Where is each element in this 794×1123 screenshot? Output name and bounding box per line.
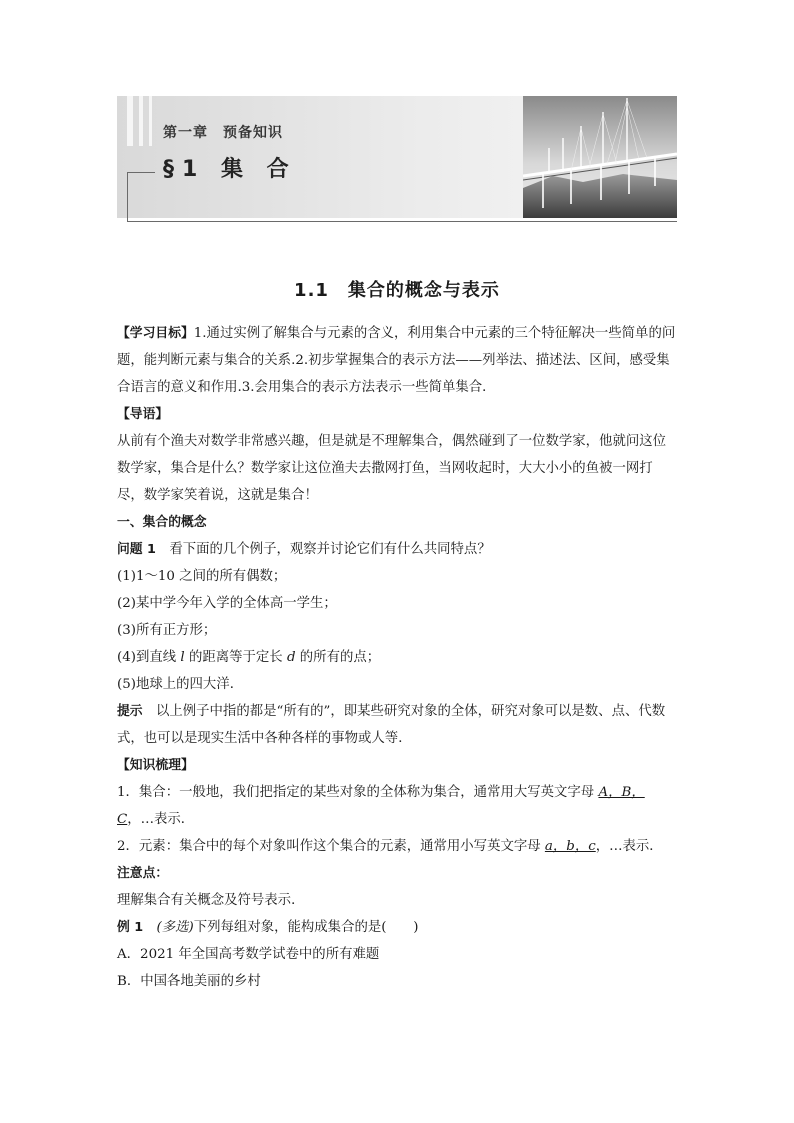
intro-text: 从前有个渔夫对数学非常感兴趣，但是就是不理解集合，偶然碰到了一位数学家，他就问这位数学家，集合是什么？数学家让这位渔夫去撒网打鱼，当网收起时，大大小小的鱼被一网打尽，数学家笑着说，这就是集合！ <box>117 434 667 503</box>
item-text: 的所有的点； <box>295 650 381 665</box>
list-item: (2)某中学今年入学的全体高一学生； <box>117 596 337 611</box>
item-text: 的距离等于定长 <box>184 650 287 665</box>
math-var: l <box>180 650 185 665</box>
option-b: B．中国各地美丽的乡村 <box>117 974 261 989</box>
notes-label-text: 注意点： <box>117 866 169 881</box>
example-text: 下列每组对象，能构成集合的是( ) <box>193 920 419 935</box>
intro-label <box>117 401 679 428</box>
math-var: d <box>286 650 296 665</box>
list-item <box>117 644 679 671</box>
example-label: 例 1 <box>117 920 144 935</box>
banner-stripe <box>127 96 133 146</box>
knowledge-label <box>117 752 679 779</box>
banner-frame-line <box>127 172 128 222</box>
chapter-label: 第一章 预备知识 <box>163 125 283 141</box>
hint-text: 以上例子中指的都是“所有的”，即某些研究对象的全体，研究对象可以是数、点、代数式，也可以是现实生活中各种各样的事物或人等． <box>117 704 666 746</box>
section-title: §1 集 合 <box>163 157 297 182</box>
notes-label <box>117 860 679 887</box>
lesson-content <box>117 320 679 995</box>
intro-label-text: 【导语】 <box>117 407 169 422</box>
question-text: 看下面的几个例子，观察并讨论它们有什么共同特点？ <box>155 542 491 557</box>
knowledge-item-1 <box>117 779 679 833</box>
section-heading-text: 一、集合的概念 <box>117 515 207 530</box>
list-item: (5)地球上的四大洋． <box>117 677 244 692</box>
example-tag: (多选) <box>156 920 194 935</box>
question-label: 问题 1 <box>117 542 156 557</box>
hint-label: 提示 <box>117 704 143 719</box>
section-heading <box>117 509 679 536</box>
underlined-letters: a，b，c <box>544 839 596 854</box>
bridge-photo <box>523 96 677 218</box>
question-1 <box>117 536 679 563</box>
goals-text: 1.通过实例了解集合与元素的含义，利用集合中元素的三个特征解决一些简单的问题，能判断元素与集合的关系.2.初步掌握集合的表示方法——列举法、描述法、区间，感受集合语言的意义和作用.3.会用集合的表示方法表示一些简单集合． <box>117 326 676 395</box>
hint <box>117 698 679 752</box>
learning-goals <box>117 320 679 401</box>
item-text: ，…表示． <box>595 839 663 854</box>
notes-text: 理解集合有关概念及符号表示． <box>117 893 305 908</box>
list-item: (1)1～10 之间的所有偶数； <box>117 569 287 584</box>
banner-frame-line <box>127 172 155 173</box>
goals-label: 【学习目标】 <box>117 326 194 341</box>
item-text: 2．元素：集合中的每个对象叫作这个集合的元素，通常用小写英文字母 <box>117 839 545 854</box>
knowledge-label-text: 【知识梳理】 <box>117 758 194 773</box>
item-text: ，…表示． <box>127 812 195 827</box>
example-1 <box>117 914 679 941</box>
item-text: (4)到直线 <box>117 650 181 665</box>
knowledge-item-2 <box>117 833 679 860</box>
underlined-letters: A，B，C <box>117 785 645 827</box>
banner-stripe <box>139 96 143 146</box>
list-item: (3)所有正方形； <box>117 623 217 638</box>
banner-frame-line <box>127 221 677 222</box>
lesson-title: 1.1 集合的概念与表示 <box>294 280 500 301</box>
item-text: 1．集合：一般地，我们把指定的某些对象的全体称为集合，通常用大写英文字母 <box>117 785 599 800</box>
banner-stripe <box>149 96 152 146</box>
option-a: A．2021 年全国高考数学试卷中的所有难题 <box>117 947 380 962</box>
